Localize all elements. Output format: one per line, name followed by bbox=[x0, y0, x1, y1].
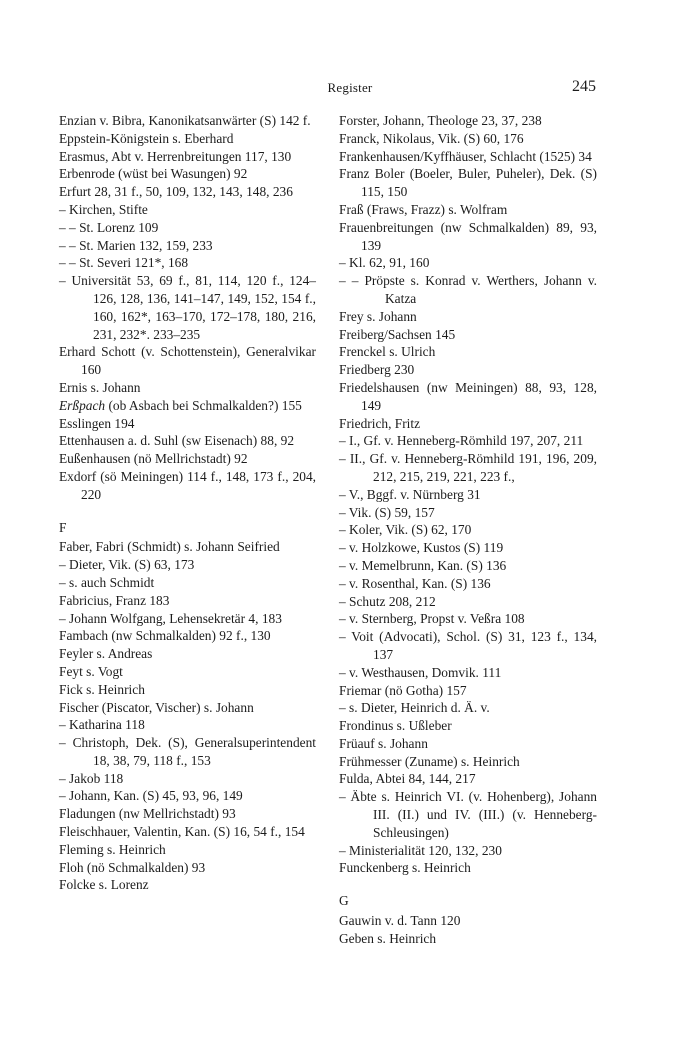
index-entry: Floh (nö Schmalkalden) 93 bbox=[59, 859, 206, 875]
index-entry: – Schutz 208, 212 bbox=[339, 593, 436, 609]
index-entry: Fischer (Piscator, Vischer) s. Johann bbox=[59, 699, 254, 715]
page-number: 245 bbox=[572, 78, 596, 95]
index-entry: – II., Gf. v. Henneberg-Römhild 191, 196, 209, 212, 215, 219, 221, 223 f., bbox=[339, 451, 597, 484]
index-entry: Eußenhausen (nö Mellrichstadt) 92 bbox=[59, 451, 248, 467]
index-entry: – s. Dieter, Heinrich d. Ä. v. bbox=[339, 700, 490, 716]
index-entry: Franz Boler (Boeler, Buler, Puheler), Dek. (S) 115, 150 bbox=[339, 166, 597, 200]
index-entry: Erfurt 28, 31 f., 50, 109, 132, 143, 148, 236 bbox=[59, 184, 293, 200]
index-entry: Enzian v. Bibra, Kanonikatsanwärter (S) 142 f. bbox=[59, 113, 311, 128]
index-entry: – s. auch Schmidt bbox=[59, 574, 155, 590]
index-entry: Eppstein-Königstein s. Eberhard bbox=[59, 130, 234, 146]
index-entry: – Vik. (S) 59, 157 bbox=[339, 504, 435, 520]
index-column-right bbox=[339, 112, 597, 948]
index-entry: – Kl. 62, 91, 160 bbox=[339, 255, 430, 271]
index-entry: Funckenberg s. Heinrich bbox=[339, 860, 471, 876]
index-entry: Gauwin v. d. Tann 120 bbox=[339, 913, 461, 929]
index-entry: Friedelshausen (nw Meiningen) 88, 93, 128, 149 bbox=[339, 379, 597, 413]
index-entry: Erhard Schott (v. Schottenstein), Generalvikar 160 bbox=[59, 344, 316, 378]
index-entry: Fleming s. Heinrich bbox=[59, 841, 166, 857]
index-entry: Friemar (nö Gotha) 157 bbox=[339, 682, 467, 698]
index-entry: Ettenhausen a. d. Suhl (sw Eisenach) 88, 92 bbox=[59, 433, 295, 449]
index-entry: Frauenbreitungen (nw Schmalkalden) 89, 93, 139 bbox=[339, 219, 597, 253]
index-entry: – v. Sternberg, Propst v. Veßra 108 bbox=[339, 611, 525, 627]
index-entry: – Ministerialität 120, 132, 230 bbox=[339, 842, 502, 858]
running-head bbox=[0, 78, 700, 98]
index-entry: – – Pröpste s. Konrad v. Werthers, Johann v. Katza bbox=[339, 273, 597, 306]
index-entry: Faber, Fabri (Schmidt) s. Johann Seifried bbox=[59, 539, 280, 555]
index-entry: Exdorf (sö Meiningen) 114 f., 148, 173 f., 204, 220 bbox=[59, 468, 316, 502]
index-entry: – Universität 53, 69 f., 81, 114, 120 f., 124–126, 128, 136, 141–147, 149, 152, 154 f., 160, 162*, 163–170, 172–178, 180, 216, 231, 232*. 233–235 bbox=[59, 273, 316, 342]
section-letter-heading: G bbox=[339, 893, 349, 909]
index-entry-italic-head: Erßpach bbox=[59, 397, 106, 413]
index-entry: Früauf s. Johann bbox=[339, 735, 428, 751]
index-entry: – v. Rosenthal, Kan. (S) 136 bbox=[339, 575, 491, 591]
index-entry: Freiberg/Sachsen 145 bbox=[339, 326, 456, 342]
index-entry: – I., Gf. v. Henneberg-Römhild 197, 207, 211 bbox=[339, 433, 584, 449]
index-entry: Geben s. Heinrich bbox=[339, 930, 437, 946]
index-column-left bbox=[59, 112, 316, 894]
index-entry: – Johann Wolfgang, Lehensekretär 4, 183 bbox=[59, 610, 282, 626]
index-entry: – v. Westhausen, Domvik. 111 bbox=[339, 664, 502, 680]
index-entry: Ernis s. Johann bbox=[59, 379, 141, 395]
section-letter-heading: F bbox=[59, 519, 67, 535]
index-entry: – – St. Lorenz 109 bbox=[59, 219, 159, 235]
index-entry: Fick s. Heinrich bbox=[59, 681, 145, 697]
index-entry: Friedberg 230 bbox=[339, 362, 415, 378]
index-entry: Forster, Johann, Theologe 23, 37, 238 bbox=[339, 113, 542, 128]
index-entry: Folcke s. Lorenz bbox=[59, 877, 149, 893]
index-entry bbox=[59, 397, 316, 415]
index-entry: Esslingen 194 bbox=[59, 415, 135, 431]
index-entry: – Christoph, Dek. (S), Generalsuperintendent 18, 38, 79, 118 f., 153 bbox=[59, 735, 316, 768]
index-entry: Fraß (Fraws, Frazz) s. Wolfram bbox=[339, 201, 508, 217]
index-entry: – Koler, Vik. (S) 62, 170 bbox=[339, 522, 472, 538]
index-entry: – – St. Marien 132, 159, 233 bbox=[59, 237, 213, 253]
index-entry: Friedrich, Fritz bbox=[339, 415, 421, 431]
index-entry: – v. Memelbrunn, Kan. (S) 136 bbox=[339, 557, 507, 573]
index-entry: – Voit (Advocati), Schol. (S) 31, 123 f., 134, 137 bbox=[339, 629, 597, 662]
index-entry: – Jakob 118 bbox=[59, 770, 124, 786]
index-entry: Feyt s. Vogt bbox=[59, 663, 123, 679]
index-entry: Fabricius, Franz 183 bbox=[59, 592, 170, 608]
index-entry: Feyler s. Andreas bbox=[59, 646, 153, 662]
index-entry: Fulda, Abtei 84, 144, 217 bbox=[339, 771, 476, 787]
index-entry: Frondinus s. Ußleber bbox=[339, 718, 452, 734]
index-entry: Frühmesser (Zuname) s. Heinrich bbox=[339, 753, 520, 769]
index-entry: – – St. Severi 121*, 168 bbox=[59, 255, 189, 271]
index-entry: Fleischhauer, Valentin, Kan. (S) 16, 54 f., 154 bbox=[59, 824, 305, 840]
index-entry: Frenckel s. Ulrich bbox=[339, 344, 436, 360]
index-entry: Erasmus, Abt v. Herrenbreitungen 117, 130 bbox=[59, 148, 292, 164]
running-title: Register bbox=[327, 80, 373, 95]
index-entry: Fambach (nw Schmalkalden) 92 f., 130 bbox=[59, 628, 271, 644]
index-entry: – Äbte s. Heinrich VI. (v. Hohenberg), Johann III. (II.) und IV. (III.) (v. Henneberg-Schleusingen) bbox=[339, 789, 597, 840]
index-entry: Franck, Nikolaus, Vik. (S) 60, 176 bbox=[339, 130, 524, 146]
index-entry: – Kirchen, Stifte bbox=[59, 201, 148, 217]
index-entry: – Katharina 118 bbox=[59, 717, 145, 733]
index-entry: Fladungen (nw Mellrichstadt) 93 bbox=[59, 806, 236, 822]
index-entry: Frey s. Johann bbox=[339, 308, 417, 324]
index-entry: – v. Holzkowe, Kustos (S) 119 bbox=[339, 540, 504, 556]
index-entry: – V., Bggf. v. Nürnberg 31 bbox=[339, 486, 481, 502]
index-entry: Erbenrode (wüst bei Wasungen) 92 bbox=[59, 166, 248, 182]
index-entry: Frankenhausen/Kyffhäuser, Schlacht (1525) 34 bbox=[339, 148, 592, 164]
index-entry: – Johann, Kan. (S) 45, 93, 96, 149 bbox=[59, 788, 243, 804]
index-entry-text: (ob Asbach bei Schmalkalden?) 155 bbox=[105, 397, 302, 413]
index-entry: – Dieter, Vik. (S) 63, 173 bbox=[59, 557, 195, 573]
